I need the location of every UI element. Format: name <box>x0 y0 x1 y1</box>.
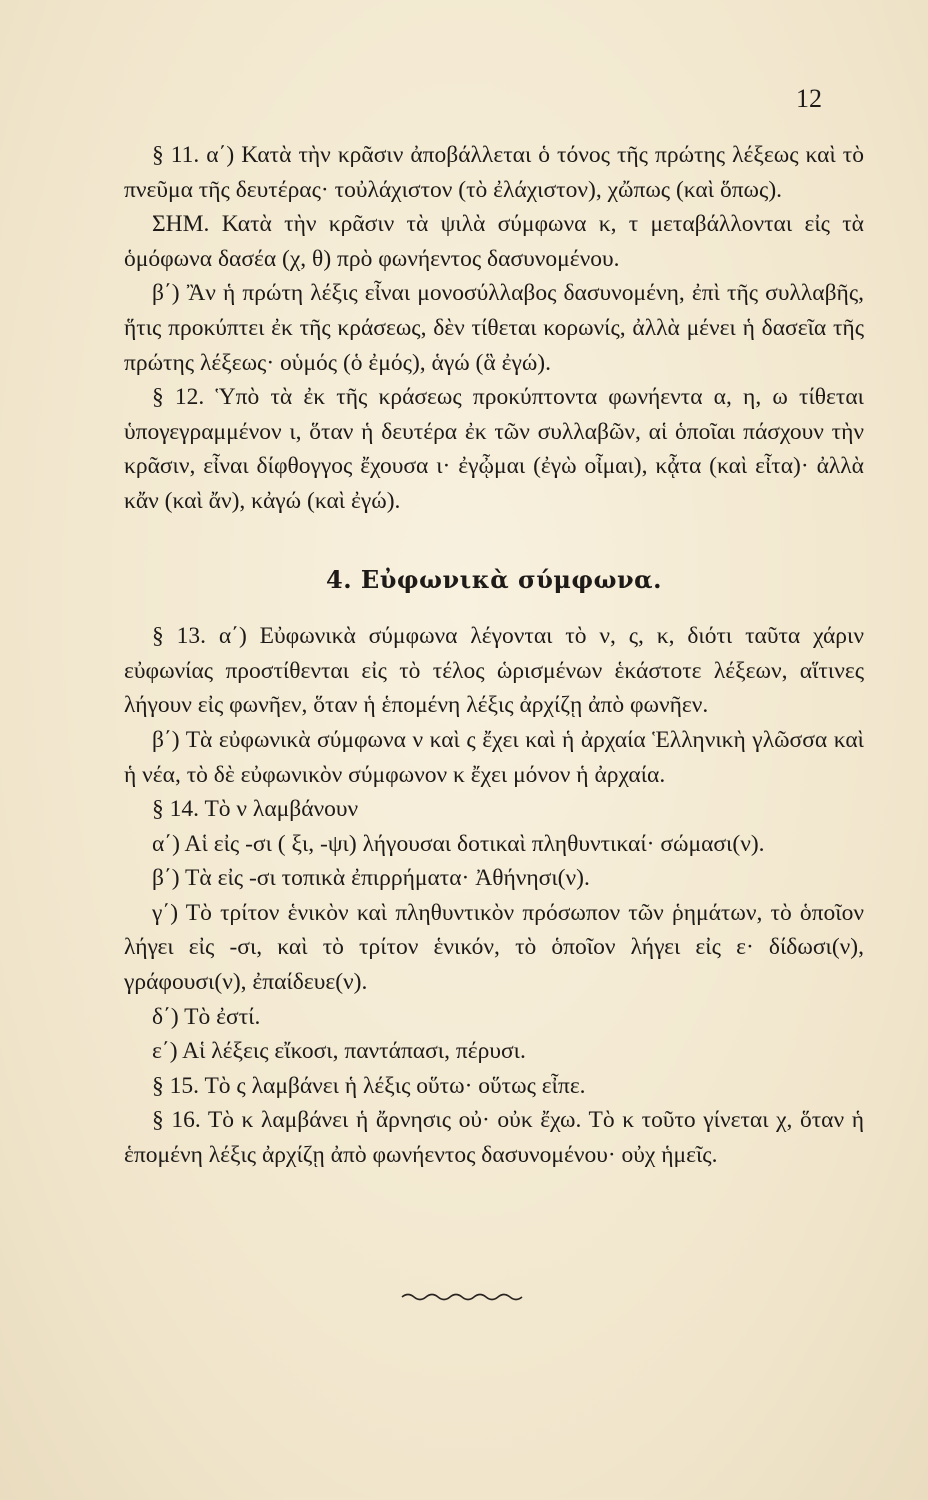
paragraph-11b: β΄) Ἂν ἡ πρώτη λέξις εἶναι μονοσύλλαβος δασυνομένη, ἐπὶ τῆς συλλαβῆς, ἥτις προκύπτει ἐκ τῆς κράσεως, δὲν τίθεται κορωνίς, ἀλλὰ μένει ἡ δασεῖα τῆς πρώτης λέξεως· οὑμός (ὁ ἐμός), ἁγώ (ἃ ἐγώ). <box>124 280 864 376</box>
paragraph-13b: β΄) Τὰ εὐφωνικὰ σύμφωνα ν καὶ ς ἔχει καὶ ἡ ἀρχαία Ἑλληνικὴ γλῶσσα καὶ ἡ νέα, τὸ δὲ εὐφωνικὸν σύμφωνον κ ἔχει μόνον ἡ ἀρχαία. <box>124 726 864 788</box>
paragraph-14b: β΄) Τὰ εἰς -σι τοπικὰ ἐπιρρήματα· Ἀθήνησι(ν). <box>152 865 590 892</box>
paragraph-12: § 12. Ὑπὸ τὰ ἐκ τῆς κράσεως προκύπτοντα φωνήεντα α, η, ω τίθεται ὑπογεγραμμένον ι, ὅταν ἡ δευτέρα ἐκ τῶν συλλαβῶν, αἱ ὁποῖαι πάσχουν τὴν κρᾶσιν, εἶναι δίφθογγος ἔχουσα ι· ἐγᾦμαι (ἐγὼ οἶμαι), κᾆτα (καὶ εἶτα)· ἀλλὰ κἄν (καὶ ἄν), κἀγώ (καὶ ἐγώ). <box>124 384 864 514</box>
paragraph-16: § 16. Τὸ κ λαμβάνει ἡ ἄρνησις οὐ· οὐκ ἔχω. Τὸ κ τοῦτο γίνεται χ, ὅταν ἡ ἑπομένη λέξις ἀρχίζῃ ἀπὸ φωνήεντος δασυνομένου· οὐχ ἡμεῖς. <box>124 1107 864 1169</box>
paragraph-13a: § 13. α΄) Εὐφωνικὰ σύμφωνα λέγονται τὸ ν, ς, κ, διότι ταῦτα χάριν εὐφωνίας προστίθενται εἰς τὸ τέλος ὡρισμένων ἑκάστοτε λέξεων, αἵτινες λήγουν εἰς φωνῆεν, ὅταν ἡ ἑπομένη λέξις ἀρχίζῃ ἀπὸ φωνῆεν. <box>124 623 864 719</box>
wavy-separator <box>400 1292 524 1302</box>
page-number: 12 <box>796 84 822 113</box>
paragraph-14e: ε΄) Αἱ λέξεις εἴκοσι, παντάπασι, πέρυσι. <box>152 1038 526 1065</box>
paragraph-14: § 14. Τὸ ν λαμβάνουν <box>152 796 359 823</box>
section-heading: 4. Εὐφωνικὰ σύμφωνα. <box>326 564 662 594</box>
paragraph-14c: γ΄) Τὸ τρίτον ἑνικὸν καὶ πληθυντικὸν πρόσωπον τῶν ῥημάτων, τὸ ὁποῖον λήγει εἰς -σι, καὶ τὸ τρίτον ἑνικόν, τὸ ὁποῖον λήγει εἰς ε· δίδωσι(ν), γράφουσι(ν), ἐπαίδευε(ν). <box>124 899 864 996</box>
paragraph-11a: § 11. α΄) Κατὰ τὴν κρᾶσιν ἀποβάλλεται ὁ τόνος τῆς πρώτης λέξεως καὶ τὸ πνεῦμα τῆς δευτέρας· τοὐλάχιστον (τὸ ἐλάχιστον), χὤπως (καὶ ὅπως). <box>124 142 864 203</box>
paragraph-14d: δ΄) Τὸ ἐστί. <box>152 1003 261 1030</box>
paragraph-15: § 15. Τὸ ς λαμβάνει ἡ λέξις οὕτω· οὕτως εἶπε. <box>152 1072 586 1099</box>
paragraph-note: ΣΗΜ. Κατὰ τὴν κρᾶσιν τὰ ψιλὰ σύμφωνα κ, τ μεταβάλλονται εἰς τὰ ὁμόφωνα δασέα (χ, θ) πρὸ φωνήεντος δασυνομένου. <box>124 211 864 272</box>
paragraph-14a: α΄) Αἱ εἰς -σι ( ξι, -ψι) λήγουσαι δοτικαὶ πληθυντικαί· σώμασι(ν). <box>152 830 765 857</box>
body-text <box>124 138 864 1173</box>
